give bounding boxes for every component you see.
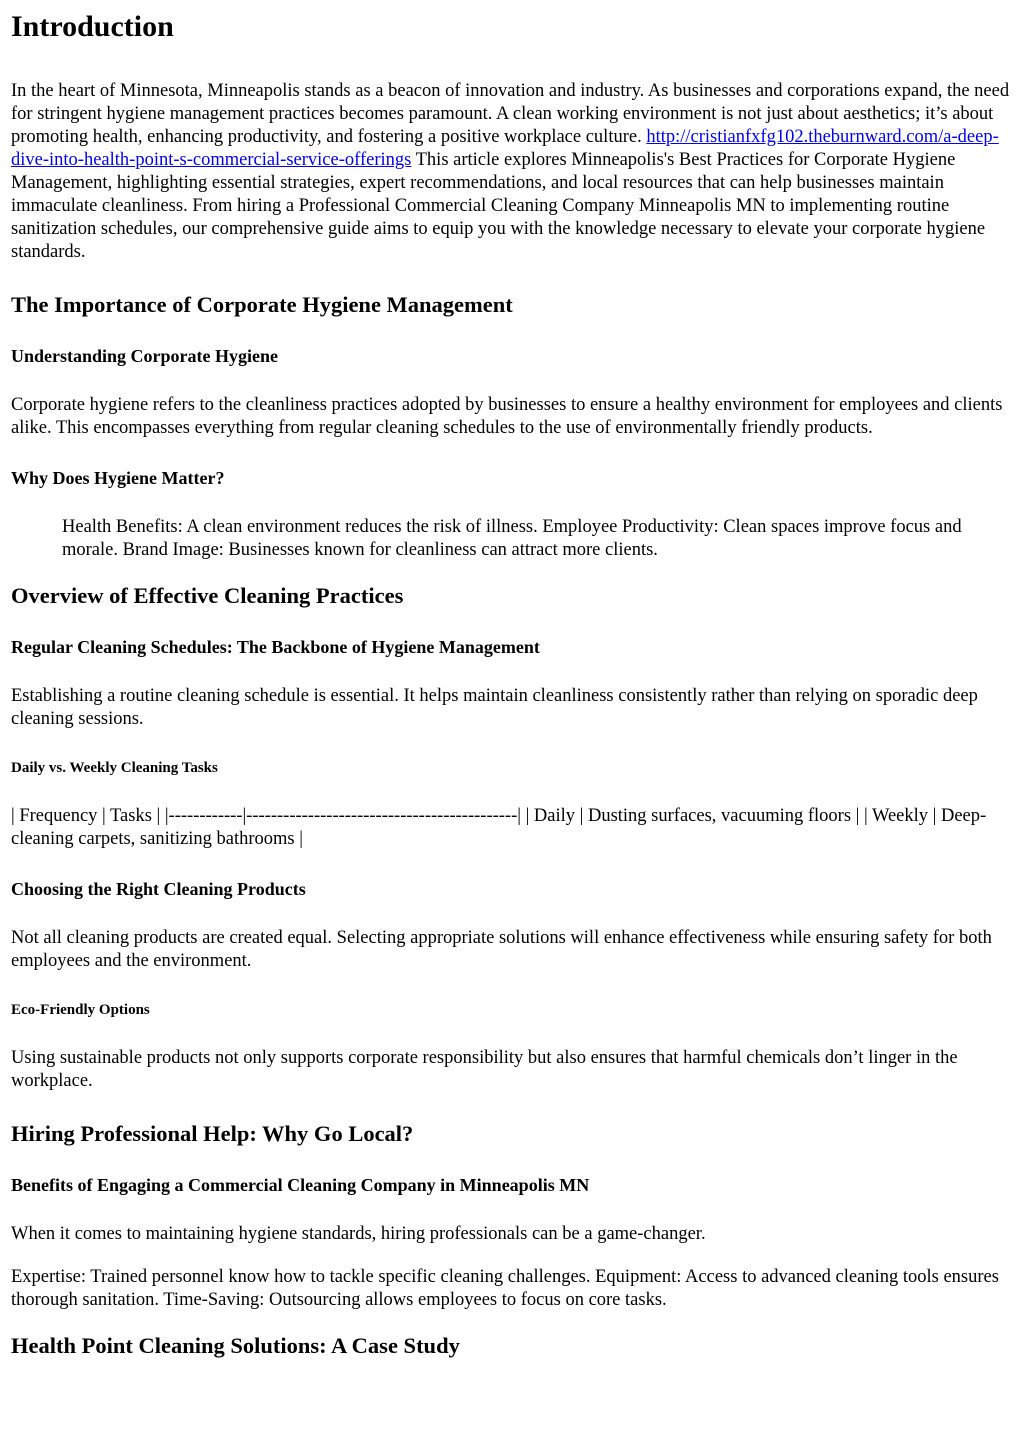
intro-heading: Introduction xyxy=(11,10,174,43)
products-paragraph: Not all cleaning products are created equal. Selecting appropriate solutions will enhance effectiveness while ensuring safety for both employees and the environment. xyxy=(11,928,992,971)
understanding-heading: Understanding Corporate Hygiene xyxy=(11,346,278,366)
hiring-heading: Hiring Professional Help: Why Go Local? xyxy=(11,1121,414,1146)
intro-text-before-link: In the heart of Minnesota, Minneapolis stands as a beacon of innovation and industry. As businesses and corporations expand, the need for stringent hygiene management practices becomes paramount. A clean working environment is not just about aesthetics; it’s about promoting health, enhancing productivity, and fostering a positive workplace culture. xyxy=(11,81,1010,147)
eco-paragraph: Using sustainable products not only supports corporate responsibility but also ensures that harmful chemicals don’t linger in the workplace. xyxy=(11,1048,958,1091)
schedules-heading: Regular Cleaning Schedules: The Backbone of Hygiene Management xyxy=(11,637,540,657)
benefits-intro: When it comes to maintaining hygiene standards, hiring professionals can be a game-changer. xyxy=(11,1224,706,1244)
benefits-heading: Benefits of Engaging a Commercial Cleaning Company in Minneapolis MN xyxy=(11,1175,590,1195)
why-heading: Why Does Hygiene Matter? xyxy=(11,468,225,488)
understanding-paragraph: Corporate hygiene refers to the cleanliness practices adopted by businesses to ensure a healthy environment for employees and clients alike. This encompasses everything from regular cleaning schedules to the use of environmentally friendly products. xyxy=(11,395,1003,438)
intro-text-after-link: This article explores Minneapolis's Best Practices for Corporate Hygiene Management, highlighting essential strategies, expert recommendations, and local resources that can help businesses maintain immaculate cleanliness. From hiring a Professional Commercial Cleaning Company Minneapolis MN to implementing routine sanitization schedules, our comprehensive guide aims to equip you with the knowledge necessary to elevate your corporate hygiene standards. xyxy=(11,150,986,262)
importance-heading: The Importance of Corporate Hygiene Management xyxy=(11,292,513,317)
case-study-heading: Health Point Cleaning Solutions: A Case Study xyxy=(11,1333,460,1358)
article-link[interactable]: http://cristianfxfg102.theburnward.com/a-deep-dive-into-health-point-s-commercial-service-offerings xyxy=(11,127,999,170)
benefits-list: Expertise: Trained personnel know how to tackle specific cleaning challenges. Equipment: Access to advanced cleaning tools ensures thorough sanitation. Time-Saving: Outsourcing allows employees to focus on core tasks. xyxy=(11,1267,999,1310)
overview-heading: Overview of Effective Cleaning Practices xyxy=(11,583,404,608)
eco-heading: Eco-Friendly Options xyxy=(11,1002,150,1018)
schedules-paragraph: Establishing a routine cleaning schedule is essential. It helps maintain cleanliness consistently rather than relying on sporadic deep cleaning sessions. xyxy=(11,686,978,729)
why-list: Health Benefits: A clean environment reduces the risk of illness. Employee Productivity: Clean spaces improve focus and morale. Brand Image: Businesses known for cleanliness can attract more clients. xyxy=(62,517,962,560)
tasks-heading: Daily vs. Weekly Cleaning Tasks xyxy=(11,760,218,776)
intro-paragraph xyxy=(11,80,1013,264)
products-heading: Choosing the Right Cleaning Products xyxy=(11,879,306,899)
tasks-table-text: | Frequency | Tasks | |------------|--------------------------------------------| | Daily | Dusting surfaces, vacuuming floors | | Weekly | Deep-cleaning carpets, sanitizing bathrooms | xyxy=(11,806,987,849)
